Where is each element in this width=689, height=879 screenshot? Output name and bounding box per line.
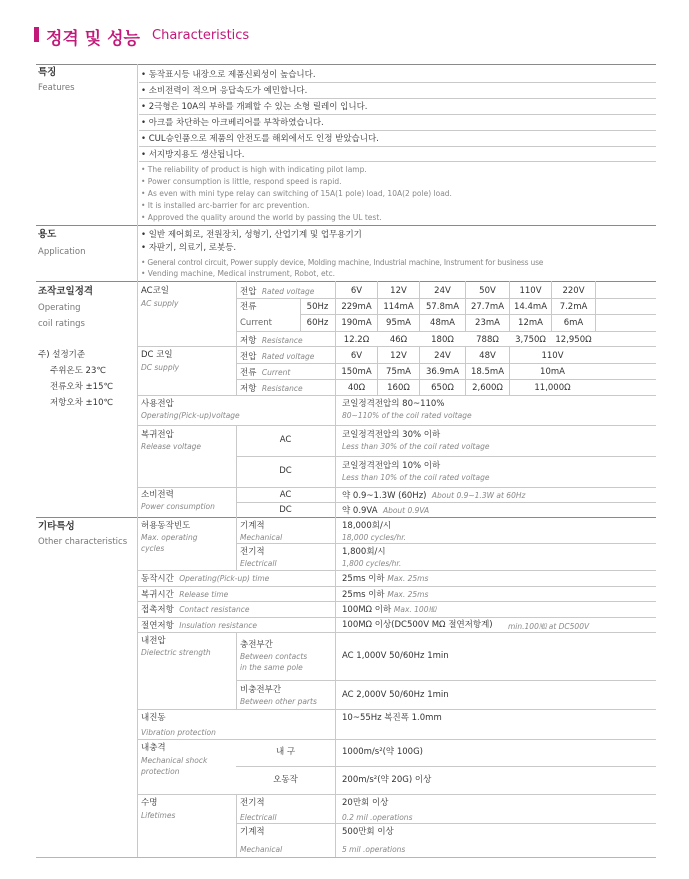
mech-label: 기계적: [240, 521, 265, 531]
application-ko-2: • 자판기, 의료기, 로봇등.: [141, 243, 237, 253]
shock-durability-label: 내 구: [275, 747, 296, 757]
ac-cell: 220V: [562, 286, 585, 296]
life-mech-label: 기계적: [240, 827, 265, 837]
dc-cell: 150mA: [341, 367, 372, 377]
feature-en-2: • Power consumption is little, respond speed is rapid.: [141, 177, 342, 186]
feature-en-4: • It is installed arc-barrier for arc prevention.: [141, 201, 310, 210]
pickup-value: 코일정격전압의 80~110%: [342, 399, 445, 409]
other-grid-line: [335, 517, 336, 857]
dc-cell: 2,600Ω: [472, 383, 503, 393]
feature-ko-6: • 서지방지용도 생산됩니다.: [141, 150, 245, 160]
contact-value: 100MΩ 이하 Max. 100㏁: [342, 605, 436, 615]
ac-coil-label: AC코일: [141, 286, 170, 296]
coil-label: 조작코일정격: [38, 286, 94, 297]
other-grid-line: [236, 543, 656, 544]
other-parts-value: AC 2,000V 50/60Hz 1min: [342, 690, 449, 700]
ac-cell: 12,950Ω: [555, 335, 592, 345]
other-top-line: [36, 517, 656, 518]
feature-en-3: • As even with mini type relay can switching of 15A(1 pole) load, 10A(2 pole) load.: [141, 189, 452, 198]
feature-line: [139, 82, 656, 83]
contact-label: 접촉저항 Contact resistance: [141, 605, 250, 615]
dc-cell: 11,000Ω: [534, 383, 571, 393]
other-grid-line: [236, 766, 656, 767]
feature-line: [139, 114, 656, 115]
release-ac-value: 코일정격전압의 30% 이하: [342, 430, 441, 440]
coil-grid-line: [236, 456, 656, 457]
optime-value: 25ms 이하 Max. 25ms: [342, 574, 429, 584]
life-label-en: Lifetimes: [141, 811, 176, 820]
life-mech-value-en: 5 mil .operations: [342, 845, 406, 854]
ac-cell: 24V: [434, 286, 451, 296]
pickup-label: 사용전압: [141, 399, 174, 409]
dc-cell: 650Ω: [431, 383, 454, 393]
ac-cell: 190mA: [341, 318, 372, 328]
dielectric-label-en: Dielectric strength: [141, 648, 211, 657]
feature-line: [139, 130, 656, 131]
other-grid-line: [137, 570, 656, 571]
dc-current-label: 전류 Current: [240, 368, 291, 378]
features-label: 특징: [38, 67, 57, 78]
coil-grid-line: [137, 346, 656, 347]
other-grid-line: [137, 586, 656, 587]
same-pole-value: AC 1,000V 50/60Hz 1min: [342, 651, 449, 661]
pickup-value-en: 80~110% of the coil rated voltage: [342, 411, 472, 420]
release-dc-label: DC: [279, 466, 292, 476]
release-ac-label: AC: [279, 435, 292, 445]
value-column-line: [551, 281, 552, 331]
dc-cell: 160Ω: [387, 383, 410, 393]
other-grid-line: [236, 794, 237, 857]
coil-grid-line: [137, 425, 656, 426]
ac-cell: 12V: [390, 286, 407, 296]
insul-value-en: min.100㏁ at DC500V: [508, 622, 590, 631]
maxop-label-en-1: Max. operating: [141, 533, 198, 542]
elec-value: 1,800회/시: [342, 547, 386, 557]
coil-grid-line: [236, 298, 656, 299]
dc-cell: 12V: [390, 351, 407, 361]
application-label: 용도: [38, 229, 57, 240]
mech-label-en: Mechanical: [240, 533, 283, 542]
insul-label: 절연저항 Insulation resistance: [141, 621, 257, 631]
other-grid-line: [236, 823, 656, 824]
page-title: 정격 및 성능: [46, 29, 140, 49]
feature-ko-5: • CUL승인품으로 제품의 안전도를 해외에서도 인정 받았습니다.: [141, 134, 379, 144]
coil-grid-line: [300, 314, 656, 315]
application-ko-1: • 일반 제어회로, 전원장치, 성형기, 산업기계 및 업무용기기: [141, 230, 362, 240]
elec-label: 전기적: [240, 547, 265, 557]
coil-grid-line: [137, 395, 656, 396]
ac-cell: 23mA: [475, 318, 500, 328]
dc-cell: 110V: [541, 351, 564, 361]
power-ac-label: AC: [279, 490, 292, 500]
ac-voltage-label: 전압 Rated voltage: [240, 287, 315, 297]
other-grid-line: [236, 632, 237, 709]
ac-cell: 48mA: [430, 318, 455, 328]
coil-note-2: 전류오차 ±15℃: [50, 382, 114, 392]
features-top-line: [36, 64, 656, 65]
dc-coil-label: DC 코일: [141, 350, 173, 360]
coil-note-1: 주위온도 23℃: [50, 366, 106, 376]
application-top-line: [36, 225, 656, 226]
coil-label-en-2: coil ratings: [38, 319, 85, 329]
dc-coil-label-en: DC supply: [141, 363, 180, 372]
coil-grid-line: [335, 281, 336, 517]
release-label: 복귀전압: [141, 430, 174, 440]
dc-cell: 10mA: [540, 367, 565, 377]
feature-ko-2: • 소비전력이 적으며 응답속도가 예민합니다.: [141, 86, 308, 96]
mech-value: 18,000회/시: [342, 521, 392, 531]
value-column-line: [419, 347, 420, 395]
feature-ko-3: • 2극형은 10A의 부하를 개폐할 수 있는 소형 릴레이 입니다.: [141, 102, 368, 112]
shock-malfunction-value: 200m/s²(약 20G) 이상: [342, 775, 432, 785]
ac-cell: 114mA: [383, 302, 414, 312]
title-accent-bar: [34, 27, 39, 42]
vibration-label-en: Vibration protection: [141, 728, 216, 737]
other-grid-line: [137, 617, 656, 618]
coil-grid-line: [236, 363, 656, 364]
release-ac-value-en: Less than 30% of the coil rated voltage: [342, 442, 490, 451]
ac-current-label: 전류: [240, 302, 257, 312]
dc-cell: 40Ω: [347, 383, 366, 393]
ac-cell: 110V: [519, 286, 542, 296]
dc-cell: 24V: [434, 351, 451, 361]
life-mech-label-en: Mechanical: [240, 845, 283, 854]
dc-resist-label: 저항 Resistance: [240, 384, 303, 394]
value-column-line: [377, 347, 378, 395]
elec-label-en: Electricall: [240, 559, 277, 568]
shock-label-en-2: protection: [141, 767, 180, 776]
ac-resist-label: 저항 Resistance: [240, 336, 303, 346]
application-en-2: • Vending machine, Medical instrument, Robot, etc.: [141, 269, 336, 278]
pickup-label-en: Operating(Pick-up)voltage: [141, 411, 240, 420]
application-en-1: • General control circuit, Power supply device, Molding machine, Industrial machine, Instrument for business use: [141, 258, 544, 267]
coil-grid-line: [137, 487, 656, 488]
same-pole-label-en-1: Between contacts: [240, 652, 308, 661]
value-column-line: [377, 281, 378, 331]
dc-cell: 6V: [350, 351, 363, 361]
application-label-en: Application: [38, 247, 86, 257]
reltime-label: 복귀시간 Release time: [141, 590, 229, 600]
other-grid-line: [236, 680, 656, 681]
same-pole-label: 충전부간: [240, 640, 273, 650]
value-column-line: [595, 281, 596, 331]
ac-cell: 6V: [350, 286, 363, 296]
power-label-en: Power consumption: [141, 502, 215, 511]
feature-ko-1: • 동작표시등 내장으로 제품신뢰성이 높습니다.: [141, 70, 316, 80]
same-pole-label-en-2: in the same pole: [240, 663, 303, 672]
coil-grid-line: [236, 502, 656, 503]
shock-durability-value: 1000m/s²(약 100G): [342, 747, 423, 757]
maxop-label: 허용동작빈도: [141, 521, 191, 531]
ac-current-label-en: Current: [240, 318, 272, 328]
value-column-line: [419, 281, 420, 331]
coil-grid-line: [236, 331, 656, 332]
other-label: 기타특성: [38, 521, 75, 532]
features-label-en: Features: [38, 83, 75, 93]
feature-line: [139, 161, 656, 162]
other-grid-line: [137, 709, 656, 710]
life-label: 수명: [141, 798, 158, 808]
value-column-line: [465, 281, 466, 331]
insul-value: 100MΩ 이상(DC500V MΩ 절연저항계): [342, 620, 493, 630]
dielectric-label: 내전압: [141, 636, 166, 646]
dc-cell: 18.5mA: [470, 367, 505, 377]
life-mech-value: 500만회 이상: [342, 827, 394, 837]
footer-line: [36, 857, 656, 858]
other-grid-line: [137, 739, 656, 740]
other-label-en: Other characteristics: [38, 537, 128, 547]
vibration-label: 내진동: [141, 713, 166, 723]
life-elec-label: 전기적: [240, 798, 265, 808]
other-parts-label-en: Between other parts: [240, 697, 317, 706]
other-grid-line: [137, 794, 656, 795]
feature-ko-4: • 아크를 차단하는 아크베리어를 부착하였습니다.: [141, 118, 324, 128]
power-ac-value: 약 0.9~1.3W (60Hz) About 0.9~1.3W at 60Hz: [342, 491, 526, 501]
ac-cell: 6mA: [563, 318, 584, 328]
value-column-line: [465, 347, 466, 395]
feature-line: [139, 146, 656, 147]
ac-cell: 57.8mA: [425, 302, 460, 312]
ac-cell: 180Ω: [431, 335, 454, 345]
page-subtitle: Characteristics: [152, 28, 250, 43]
ac-cell: 7.2mA: [559, 302, 588, 312]
shock-label: 내충격: [141, 743, 166, 753]
power-label: 소비전력: [141, 490, 174, 500]
hz50-label: 50Hz: [306, 302, 329, 312]
value-column-line: [509, 281, 510, 331]
reltime-value: 25ms 이하 Max. 25ms: [342, 590, 429, 600]
mech-value-en: 18,000 cycles/hr.: [342, 533, 406, 542]
coil-note-title: 주) 설정기준: [38, 350, 86, 360]
vibration-value: 10~55Hz 복진폭 1.0mm: [342, 713, 442, 723]
coil-note-3: 저항오차 ±10℃: [50, 398, 114, 408]
coil-top-line: [36, 281, 656, 282]
ac-cell: 12.2Ω: [343, 335, 370, 345]
release-dc-value-en: Less than 10% of the coil rated voltage: [342, 473, 490, 482]
ac-cell: 12mA: [518, 318, 543, 328]
feature-en-5: • Approved the quality around the world by passing the UL test.: [141, 213, 382, 222]
dc-cell: 36.9mA: [425, 367, 460, 377]
elec-value-en: 1,800 cycles/hr.: [342, 559, 402, 568]
release-label-en: Release voltage: [141, 442, 202, 451]
life-elec-value-en: 0.2 mil .operations: [342, 813, 413, 822]
dc-cell: 48V: [479, 351, 496, 361]
power-dc-value: 약 0.9VA About 0.9VA: [342, 506, 430, 516]
feature-line: [139, 98, 656, 99]
ac-cell: 3,750Ω: [515, 335, 546, 345]
dc-cell: 75mA: [386, 367, 411, 377]
coil-grid-line: [236, 379, 656, 380]
optime-label: 동작시간 Operating(Pick-up) time: [141, 574, 270, 584]
shock-label-en-1: Mechanical shock: [141, 756, 208, 765]
other-grid-line: [137, 601, 656, 602]
ac-cell: 95mA: [386, 318, 411, 328]
ac-cell: 50V: [479, 286, 496, 296]
ac-cell: 27.7mA: [470, 302, 505, 312]
hz60-label: 60Hz: [306, 318, 329, 328]
life-elec-label-en: Electricall: [240, 813, 277, 822]
other-grid-line: [137, 632, 656, 633]
ac-cell: 229mA: [341, 302, 372, 312]
feature-en-1: • The reliability of product is high with indicating pilot lamp.: [141, 165, 367, 174]
shock-malfunction-label: 오동작: [273, 775, 298, 785]
maxop-label-en-2: cycles: [141, 544, 165, 553]
power-dc-label: DC: [279, 505, 292, 515]
other-parts-label: 비충전부간: [240, 685, 282, 695]
ac-coil-label-en: AC supply: [141, 299, 179, 308]
ac-cell: 46Ω: [389, 335, 408, 345]
ac-cell: 788Ω: [476, 335, 499, 345]
dc-voltage-label: 전압 Rated voltage: [240, 352, 315, 362]
life-elec-value: 20만회 이상: [342, 798, 389, 808]
release-dc-value: 코일정격전압의 10% 이하: [342, 461, 441, 471]
ac-cell: 14.4mA: [513, 302, 548, 312]
coil-label-en-1: Operating: [38, 303, 81, 313]
value-column-line: [509, 347, 510, 395]
